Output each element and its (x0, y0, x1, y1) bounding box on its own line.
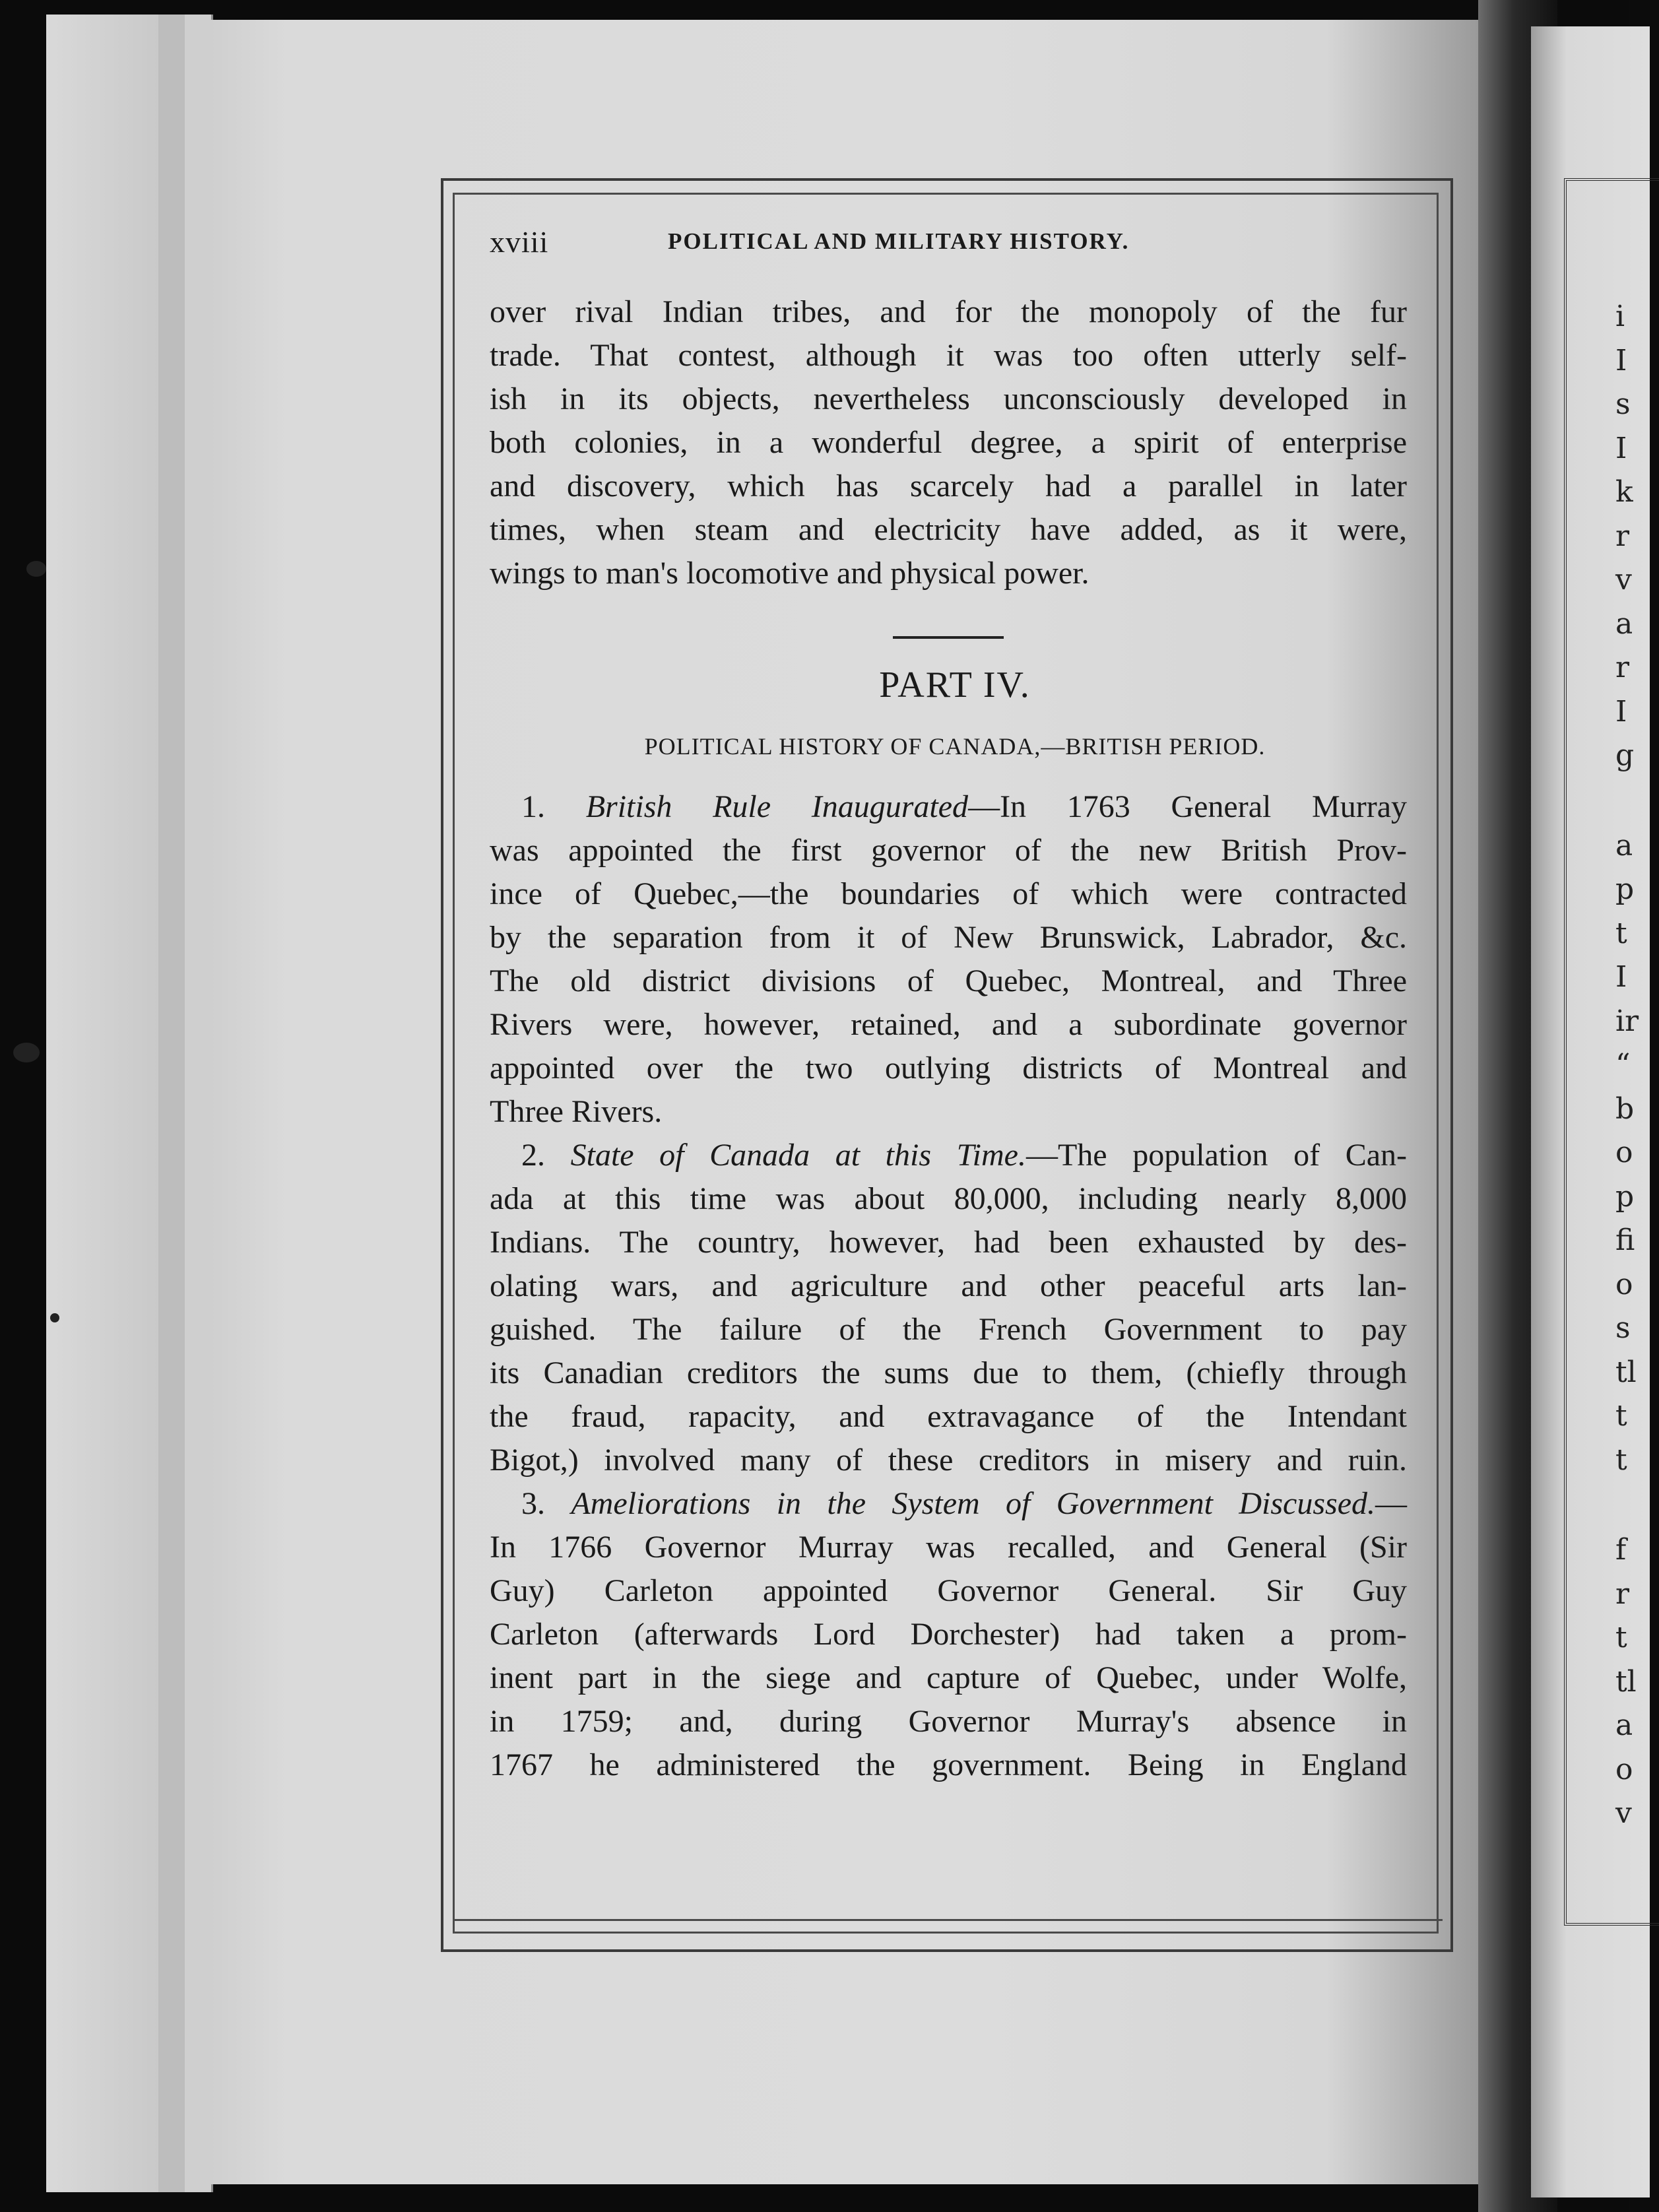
page-edges (46, 15, 160, 2192)
text-line: trade. That contest, although it was too often utterly self- (490, 338, 1407, 373)
text-line: and discovery, which has scarcely had a parallel in later (490, 469, 1407, 504)
section-number: 1. (521, 789, 545, 824)
text-line: both colonies, in a wonderful degree, a spirit of enterprise (490, 425, 1407, 460)
facing-page-letter: a (1615, 606, 1633, 641)
text-line: Guy) Carleton appointed Governor General. Sir Guy (490, 1573, 1407, 1608)
facing-page-letter: s (1615, 387, 1631, 421)
facing-page-letter: s (1615, 1311, 1631, 1345)
facing-page-letter: b (1615, 1091, 1635, 1126)
scan-speck (50, 1313, 59, 1322)
facing-page-letter: k (1615, 475, 1633, 509)
text-line: Rivers were, however, retained, and a subordinate governor (490, 1007, 1407, 1042)
section-heading: Ameliorations in the System of Government Discussed. (571, 1486, 1376, 1521)
facing-page-letter: t (1615, 1621, 1627, 1654)
text-line: by the separation from it of New Brunswick, Labrador, &c. (490, 920, 1407, 955)
facing-page-letter: fi (1615, 1223, 1635, 1257)
facing-page-letter: I (1615, 960, 1627, 994)
facing-page-letter: v (1615, 563, 1632, 597)
text-line: its Canadian creditors the sums due to them, (chiefly through (490, 1355, 1407, 1390)
facing-page-letter: I (1615, 694, 1627, 729)
page-edges (158, 15, 187, 2192)
text-line: the fraud, rapacity, and extravagance of the Intendant (490, 1399, 1407, 1434)
section-divider-rule (893, 636, 1004, 639)
facing-page-letter: I (1615, 343, 1627, 377)
facing-page-letter: t (1615, 1399, 1627, 1433)
scan-speck (13, 1043, 40, 1062)
text-line: ish in its objects, nevertheless unconsciously developed in (490, 381, 1407, 416)
facing-page-letter: v (1615, 1796, 1632, 1830)
intro-paragraph (490, 290, 1407, 595)
text-line: wings to man's locomotive and physical power. (490, 556, 1090, 591)
text-line: In 1766 Governor Murray was recalled, and General (Sir (490, 1530, 1407, 1565)
text-line: olating wars, and agriculture and other peaceful arts lan- (490, 1268, 1407, 1303)
text-line: The old district divisions of Quebec, Montreal, and Three (490, 963, 1407, 998)
section-1 (490, 785, 1407, 1134)
section-3 (490, 1482, 1407, 1787)
section-first-line (490, 1134, 1407, 1177)
text-line: 1767 he administered the government. Being in England (490, 1747, 1407, 1782)
page-edges (185, 15, 213, 2192)
facing-page-letter: ir (1615, 1004, 1639, 1038)
text-line: ince of Quebec,—the boundaries of which were contracted (490, 876, 1407, 911)
facing-page-letter: r (1615, 519, 1630, 553)
running-title: POLITICAL AND MILITARY HISTORY. (668, 228, 1130, 254)
section-number: 3. (521, 1486, 545, 1521)
facing-page-letter: p (1615, 872, 1635, 906)
facing-page-letter: a (1615, 1708, 1633, 1742)
text-line: over rival Indian tribes, and for the monopoly of the fur (490, 294, 1407, 329)
page-text (490, 224, 1407, 1787)
section-heading: State of Canada at this Time. (570, 1138, 1026, 1173)
scan-speck (26, 561, 46, 577)
text-line: Bigot,) involved many of these creditors in misery and ruin. (490, 1443, 1407, 1478)
text-line: times, when steam and electricity have added, as it were, (490, 512, 1407, 547)
section-title: POLITICAL HISTORY OF CANADA,—BRITISH PERIOD. (644, 733, 1266, 760)
text-line: Carleton (afterwards Lord Dorchester) had taken a prom- (490, 1617, 1407, 1652)
section-first-line-text: —In 1763 General Murray (968, 789, 1407, 824)
facing-page-letter: p (1615, 1179, 1635, 1214)
facing-page-letter: “ (1615, 1048, 1631, 1082)
text-line: Indians. The country, however, had been exhausted by des- (490, 1225, 1407, 1260)
part-heading: PART IV. (879, 665, 1031, 705)
section-first-line (490, 785, 1407, 829)
section-heading: British Rule Inaugurated (585, 789, 969, 824)
facing-page-letter: r (1615, 651, 1630, 684)
text-line: guished. The failure of the French Government to pay (490, 1312, 1407, 1347)
facing-page-letter: t (1615, 916, 1627, 950)
page-frame-rule (453, 1919, 1443, 1921)
facing-page-letter: t (1615, 1443, 1627, 1477)
text-line: in 1759; and, during Governor Murray's absence in (490, 1704, 1407, 1739)
section-number: 2. (521, 1138, 545, 1173)
text-line: inent part in the siege and capture of Quebec, under Wolfe, (490, 1660, 1407, 1695)
running-head (490, 224, 1407, 264)
text-line: Three Rivers. (490, 1094, 663, 1129)
text-line: ada at this time was about 80,000, including nearly 8,000 (490, 1181, 1407, 1216)
facing-page-letter: o (1615, 1752, 1633, 1786)
facing-page-letter: tl (1615, 1355, 1637, 1389)
facing-page-letter: f (1615, 1533, 1627, 1567)
text-line: appointed over the two outlying districts of Montreal and (490, 1051, 1407, 1086)
facing-page-letter: g (1615, 738, 1635, 772)
text-line: was appointed the first governor of the new British Prov- (490, 833, 1407, 868)
facing-page-frame (1564, 178, 1659, 1926)
facing-page-letter: o (1615, 1267, 1633, 1301)
facing-page-letter: o (1615, 1136, 1633, 1169)
page-number: xviii (490, 225, 549, 259)
facing-page-letter: r (1615, 1577, 1630, 1611)
section-first-line-text: —The population of Can- (1025, 1138, 1408, 1173)
facing-page-letter: I (1615, 431, 1627, 465)
facing-page-letter: a (1615, 828, 1633, 862)
section-2 (490, 1134, 1407, 1482)
section-first-line (490, 1482, 1407, 1526)
section-first-line-text: — (1375, 1486, 1408, 1521)
facing-page-letter: i (1615, 300, 1625, 333)
facing-page-letter: tl (1615, 1664, 1637, 1699)
